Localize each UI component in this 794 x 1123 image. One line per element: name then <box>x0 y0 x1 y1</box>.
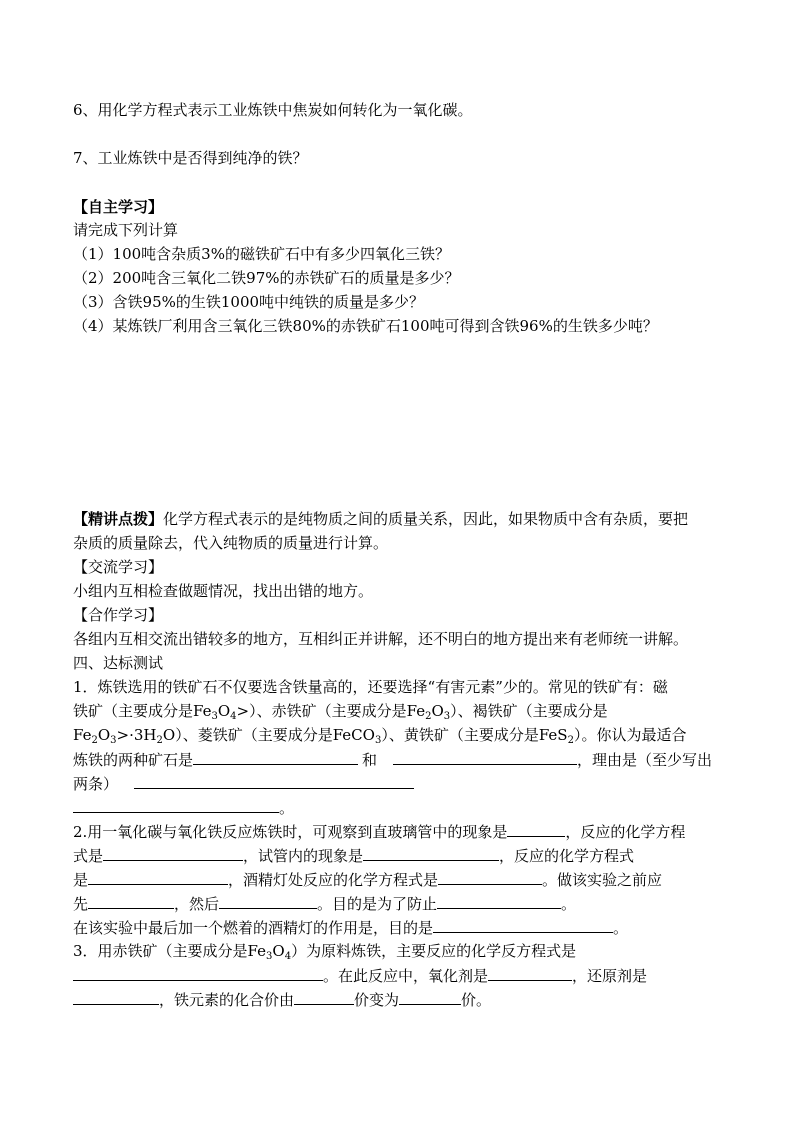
answer-blank-first-step[interactable] <box>88 893 174 909</box>
subscript: 3 <box>211 711 218 722</box>
test-3-text: 价变为 <box>354 991 400 1009</box>
answer-blank-oxidant[interactable] <box>488 965 572 981</box>
test-2-line-4 <box>73 893 576 914</box>
question-6: 6、用化学方程式表示工业炼铁中焦炭如何转化为一氧化碳。 <box>73 101 473 119</box>
test-1-text: ，理由是（至少写出 <box>577 751 713 769</box>
test-1-text: 铁矿（主要成分是Fe <box>73 702 212 720</box>
stray-mark: > <box>116 726 130 744</box>
subscript: 4 <box>230 711 237 722</box>
subscript: 3 <box>374 735 382 746</box>
answer-blank-equation-2[interactable] <box>88 869 228 885</box>
answer-blank-testtube-phenomenon[interactable] <box>363 845 499 861</box>
test-1-line-1: 1．炼铁选用的铁矿石不仅要选含铁量高的，还要选择“有害元素”少的。常见的铁矿有：磁 <box>73 678 668 696</box>
test-3-text: ，铁元素的化合价由 <box>159 991 295 1009</box>
test-2-line-1 <box>73 821 685 842</box>
test-3-text: ，还原剂是 <box>572 967 648 985</box>
subscript: 2 <box>567 735 574 746</box>
subscript: 2 <box>91 735 98 746</box>
exchange-text: 小组内互相检查做题情况，找出出错的地方。 <box>73 582 374 600</box>
test-3-line-2 <box>73 965 647 986</box>
test-2-text: 式是 <box>73 847 104 865</box>
section-4-heading: 四、达标测试 <box>73 654 164 672</box>
test-1-text: ）、褐铁矿（主要成分是 <box>450 702 608 720</box>
test-2-line-3 <box>73 869 662 890</box>
answer-blank-reductant[interactable] <box>73 989 159 1005</box>
subscript: 3 <box>443 711 451 722</box>
exchange-heading: 【交流学习】 <box>73 558 164 576</box>
test-2-text: 是 <box>73 871 89 889</box>
test-1-text: Fe <box>73 726 92 744</box>
answer-blank-equation-1[interactable] <box>103 845 243 861</box>
test-1-text: 。 <box>279 799 295 817</box>
self-study-heading: 【自主学习】 <box>73 198 164 216</box>
test-1-text: 炼铁的两种矿石是 <box>73 751 194 769</box>
key-points-line-1 <box>73 509 688 529</box>
answer-blank-equation-4[interactable] <box>73 965 323 981</box>
self-study-item-4: （4）某炼铁厂利用含三氧化三铁80%的赤铁矿石100吨可得到含铁96%的生铁多少吨？ <box>73 317 658 335</box>
test-2-text: ，然后 <box>174 895 220 913</box>
test-1-text: ）、黄铁矿（主要成分是FeS <box>381 726 568 744</box>
answer-blank-equation-3[interactable] <box>438 869 542 885</box>
test-2-text: 先 <box>73 895 89 913</box>
test-2-text: 。 <box>561 895 577 913</box>
test-1-line-5 <box>73 773 414 794</box>
answer-blank-reason-2[interactable] <box>73 797 279 813</box>
test-2-text: ，反应的化学方程式 <box>499 847 635 865</box>
self-study-item-3: （3）含铁95%的生铁1000吨中纯铁的质量是多少？ <box>73 293 425 311</box>
answer-blank-ore-2[interactable] <box>393 749 577 765</box>
test-1-line-2: 铁矿（主要成分是$Fe_3O_4>$）、赤铁矿（主要成分是$Fe_2O_3$）、褐铁矿（主要成分是 <box>73 702 608 722</box>
key-points-heading: 【精讲点拨】 <box>73 510 164 528</box>
answer-blank-purpose[interactable] <box>433 917 613 933</box>
question-7: 7、工业炼铁中是否得到纯净的铁？ <box>73 149 308 167</box>
test-2-line-5 <box>73 917 628 938</box>
answer-blank-then-step[interactable] <box>219 893 317 909</box>
self-study-intro: 请完成下列计算 <box>73 221 179 239</box>
test-3-line-1: 3．用赤铁矿（主要成分是$Fe_3O_4$）为原料炼铁，主要反应的化学反方程式是 <box>73 942 577 962</box>
key-points-line-2: 杂质的质量除去，代入纯物质的质量进行计算。 <box>73 534 389 552</box>
test-1-text: ）。你认为最适合 <box>573 726 687 744</box>
self-study-item-1: （1）100吨含杂质3%的磁铁矿石中有多少四氧化三铁？ <box>73 245 450 263</box>
test-2-text: ，试管内的现象是 <box>243 847 364 865</box>
test-2-text: 。 <box>613 919 629 937</box>
test-1-line-3: $Fe_2O_3>\cdot 3H_2O$）、菱铁矿（主要成分是FeCO$_3$）、黄铁矿（主要成分是FeS$_2$）。你认为最适合 <box>73 726 687 746</box>
test-1-text: ·3H <box>129 726 157 744</box>
test-2-text: 。目的是为了防止 <box>317 895 438 913</box>
answer-blank-prevent[interactable] <box>437 893 561 909</box>
cooperate-heading: 【合作学习】 <box>73 606 164 624</box>
test-1-line-4 <box>73 749 712 770</box>
test-1-line-6 <box>73 797 294 818</box>
test-3-text: 3．用赤铁矿（主要成分是Fe <box>73 942 267 960</box>
subscript: 3 <box>266 951 273 962</box>
test-2-line-2 <box>73 845 634 866</box>
test-1-text: 和 <box>362 751 378 769</box>
test-2-text: 2.用一氧化碳与氧化铁反应炼铁时，可观察到直玻璃管中的现象是 <box>73 823 508 841</box>
test-3-text: 价。 <box>461 991 492 1009</box>
subscript: 4 <box>284 951 292 962</box>
cooperate-text: 各组内互相交流出错较多的地方，互相纠正并讲解，还不明白的地方提出来有老师统一讲解。 <box>73 630 689 648</box>
key-points-text-1: 化学方程式表示的是纯物质之间的质量关系，因此，如果物质中含有杂质，要把 <box>163 510 689 528</box>
test-2-text: 。做该实验之前应 <box>542 871 663 889</box>
test-2-text: ，酒精灯处反应的化学方程式是 <box>228 871 439 889</box>
test-3-text: 。在此反应中，氧化剂是 <box>323 967 489 985</box>
test-1-text: O）、菱铁矿（主要成分是FeCO <box>162 726 375 744</box>
self-study-item-2: （2）200吨含三氧化二铁97%的赤铁矿石的质量是多少？ <box>73 269 460 287</box>
test-3-text: ）为原料炼铁，主要反应的化学反方程式是 <box>291 942 577 960</box>
test-2-text: ，反应的化学方程 <box>565 823 686 841</box>
subscript: 2 <box>156 735 163 746</box>
answer-blank-valence-to[interactable] <box>399 989 461 1005</box>
stray-mark: > <box>236 702 250 720</box>
answer-blank-ore-1[interactable] <box>193 749 358 765</box>
test-1-text: 两条） <box>73 775 119 793</box>
subscript: 2 <box>425 711 432 722</box>
answer-blank-tube-phenomenon[interactable] <box>507 821 565 837</box>
answer-blank-reason-1[interactable] <box>134 773 414 789</box>
answer-blank-valence-from[interactable] <box>294 989 354 1005</box>
subscript: 3 <box>110 735 117 746</box>
test-3-line-3 <box>73 989 491 1010</box>
test-2-text: 在该实验中最后加一个燃着的酒精灯的作用是，目的是 <box>73 919 434 937</box>
test-1-text: ）、赤铁矿（主要成分是Fe <box>249 702 426 720</box>
